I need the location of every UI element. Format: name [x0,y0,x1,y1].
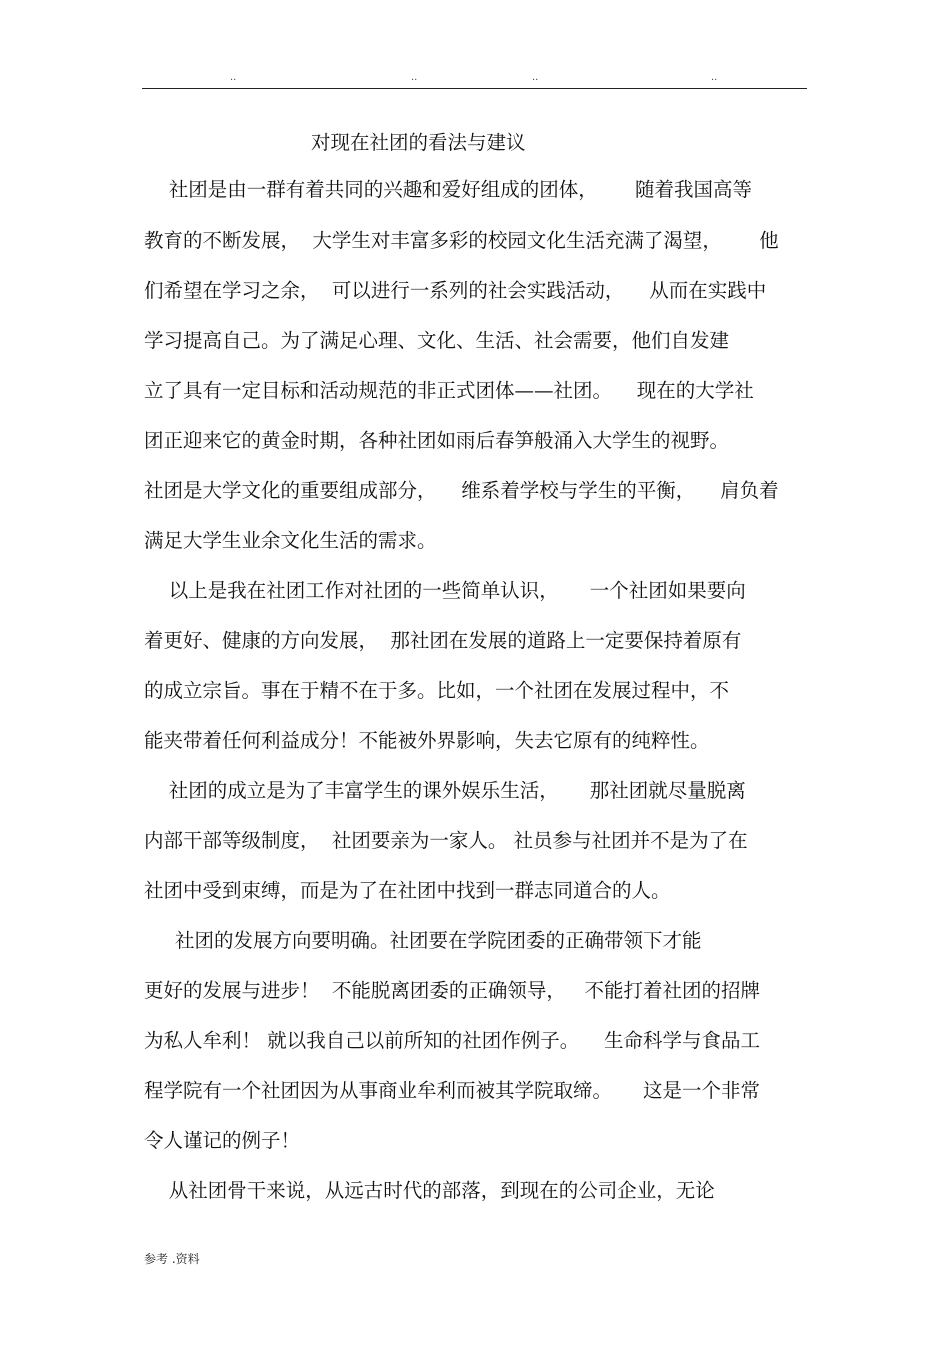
page-footer: 参考 .资料 [144,1252,200,1266]
text-line: 程学院有一个社团因为从事商业牟利而被其学院取缔。 这是一个非常 [144,1079,760,1102]
header-mark: .. [230,72,237,83]
text-line: 从社团骨干来说，从远古时代的部落，到现在的公司企业，无论 [144,1179,715,1202]
header-mark: .. [532,72,539,83]
text-line: 学习提高自己。为了满足心理、文化、生活、社会需要，他们自发建 [144,329,730,352]
text-line: 内部干部等级制度， 社团要亲为一家人。 社员参与社团并不是为了在 [144,829,748,852]
document-title: 对现在社团的看法与建议 [311,131,526,154]
text-line: 立了具有一定目标和活动规范的非正式团体——社团。 现在的大学社 [144,379,754,402]
text-line: 教育的不断发展， 大学生对丰富多彩的校园文化生活充满了渴望， 他 [144,229,779,252]
text-line: 更好的发展与进步！ 不能脱离团委的正确领导， 不能打着社团的招牌 [144,979,760,1002]
text-line: 社团是由一群有着共同的兴趣和爱好组成的团体， 随着我国高等 [144,178,752,201]
text-line: 社团是大学文化的重要组成部分， 维系着学校与学生的平衡， 肩负着 [144,479,779,502]
header-rule [142,88,807,89]
text-line: 社团的成立是为了丰富学生的课外娱乐生活， 那社团就尽量脱离 [144,779,746,802]
text-line: 们希望在学习之余， 可以进行一系列的社会实践活动， 从而在实践中 [144,279,767,302]
text-line: 以上是我在社团工作对社团的一些简单认识， 一个社团如果要向 [144,579,746,602]
text-line: 着更好、健康的方向发展， 那社团在发展的道路上一定要保持着原有 [144,629,742,652]
header-mark: .. [711,72,718,83]
text-line: 社团的发展方向要明确。社团要在学院团委的正确带领下才能 [144,929,702,952]
text-line: 令人谨记的例子！ [144,1129,301,1152]
text-line: 的成立宗旨。事在于精不在于多。比如，一个社团在发展过程中，不 [144,679,730,702]
text-line: 满足大学生业余文化生活的需求。 [144,529,437,552]
text-line: 团正迎来它的黄金时期，各种社团如雨后春笋般涌入大学生的视野。 [144,429,730,452]
text-line: 能夹带着任何利益成分！不能被外界影响，失去它原有的纯粹性。 [144,729,710,752]
header-mark: .. [411,72,418,83]
text-line: 社团中受到束缚，而是为了在社团中找到一群志同道合的人。 [144,879,671,902]
text-line: 为私人牟利！ 就以我自己以前所知的社团作例子。 生命科学与食品工 [144,1029,760,1052]
